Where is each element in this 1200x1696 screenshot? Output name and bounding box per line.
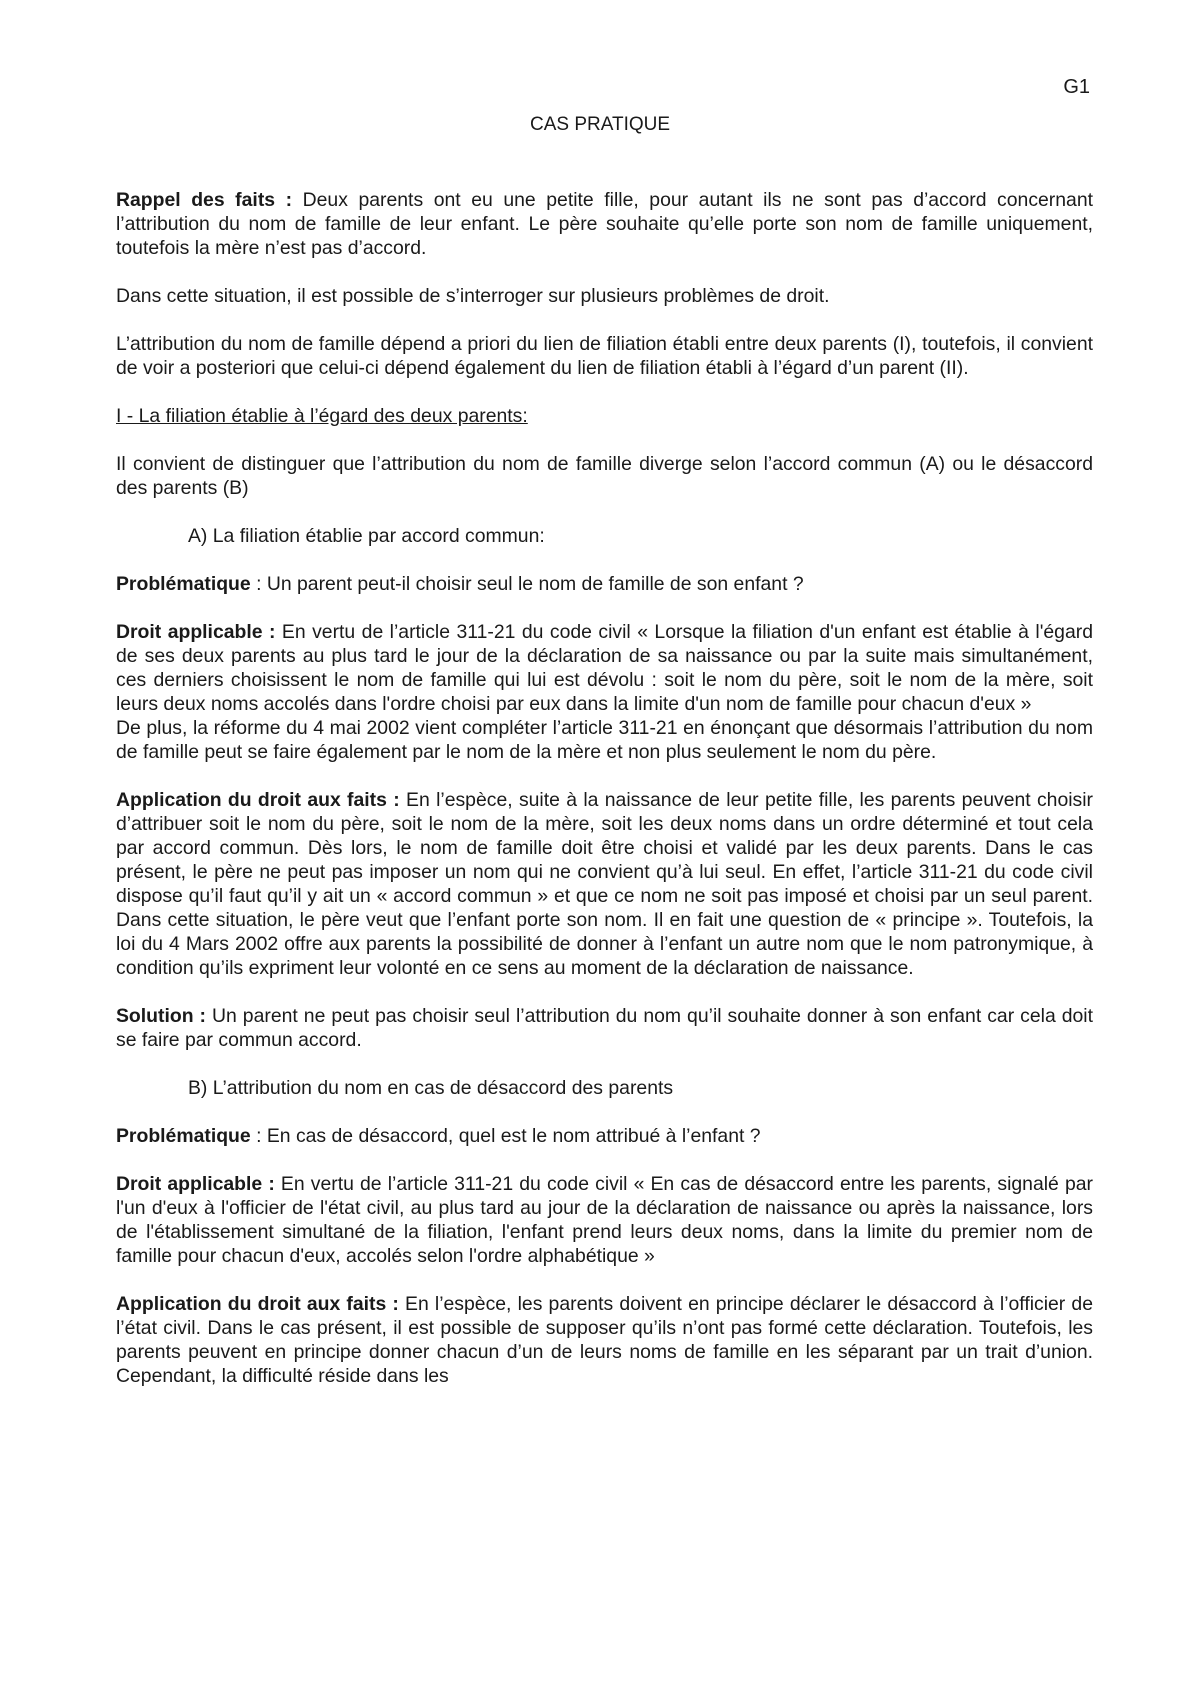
- paragraph-problematique-a: [116, 572, 1093, 596]
- paragraph-section-intro: [116, 452, 1093, 500]
- paragraph-text: Il convient de distinguer que l’attribution du nom de famille diverge selon l’accord commun (A) ou le désaccord des parents (B): [116, 453, 1093, 499]
- subheading-text: B) L’attribution du nom en cas de désaccord des parents: [188, 1077, 674, 1099]
- document-title: CAS PRATIQUE: [529, 114, 671, 135]
- paragraph-label: Application du droit aux faits :: [116, 789, 400, 811]
- paragraph-text: De plus, la réforme du 4 mai 2002 vient compléter l’article 311-21 en énonçant que désormais l’attribution du nom de famille peut se faire également par le nom de la mère et non plus seulement le nom du père.: [116, 717, 1093, 763]
- paragraph-application-a: [116, 788, 1093, 980]
- paragraph-solution-a: [116, 1004, 1093, 1052]
- paragraph-label: Problématique: [116, 1125, 251, 1147]
- paragraph-text: En l’espèce, suite à la naissance de leur petite fille, les parents peuvent choisir d’attribuer soit le nom du père, soit le nom de la mère, soit les deux noms dans un ordre déterminé et tout cela par accord commun. Dès lors, le nom de famille doit être choisi et validé par les deux parents. Dans le cas présent, le père ne peut pas imposer un nom qui ne convient qu’à lui seul. En effet, l’article 311-21 du code civil dispose qu’il faut qu’il y ait un « accord commun » et que ce nom ne soit pas imposé et choisi par un seul parent. Dans cette situation, le père veut que l’enfant porte son nom. Il en fait une question de « principe ». Toutefois, la loi du 4 Mars 2002 offre aux parents la possibilité de donner à l’enfant un autre nom que le nom patronymique, à condition qu’ils expriment leur volonté en ce sens au moment de la déclaration de naissance.: [116, 789, 1094, 979]
- paragraph-label: Solution :: [116, 1005, 207, 1027]
- paragraph-text: : Un parent peut-il choisir seul le nom de famille de son enfant ?: [250, 573, 804, 595]
- paragraph-problematique-b: [116, 1124, 1093, 1148]
- paragraph-label: Droit applicable :: [116, 621, 276, 643]
- paragraph-text: En vertu de l’article 311-21 du code civil « En cas de désaccord entre les parents, signalé par l'un d'eux à l'officier de l'état civil, au plus tard au jour de la déclaration de naissance ou après la naissance, lors de l'établissement simultané de la filiation, l'enfant prend leurs deux noms, dans la limite du premier nom de famille pour chacun d'eux, accolés selon l'ordre alphabétique »: [116, 1173, 1093, 1267]
- paragraph-problems: [116, 284, 1093, 308]
- subheading-a: [116, 524, 1093, 548]
- paragraph-label: Problématique: [116, 573, 251, 595]
- paragraph-facts: [116, 188, 1093, 260]
- page-identifier: G1: [1063, 76, 1090, 98]
- paragraph-text: Un parent ne peut pas choisir seul l’attribution du nom qu’il souhaite donner à son enfant car cela doit se faire par commun accord.: [116, 1005, 1094, 1051]
- paragraph-droit-applicable-b: [116, 1172, 1093, 1268]
- heading-text: I - La filiation établie à l’égard des deux parents:: [116, 405, 528, 427]
- paragraph-label: Application du droit aux faits :: [116, 1293, 399, 1315]
- paragraph-text: En l’espèce, les parents doivent en principe déclarer le désaccord à l’officier de l’état civil. Dans le cas présent, il est possible de supposer qu’ils n’ont pas formé cette déclaration. Toutefois, les parents peuvent en principe donner chacun d’un de leurs noms de famille en les séparant par un trait d’union. Cependant, la difficulté réside dans les: [116, 1293, 1093, 1387]
- section-heading-i: [116, 404, 1093, 428]
- paragraph-label: Rappel des faits :: [116, 189, 293, 211]
- document-body: [116, 188, 1093, 1412]
- paragraph-label: Droit applicable :: [116, 1173, 275, 1195]
- paragraph-droit-applicable-a: [116, 620, 1093, 716]
- subheading-b: [116, 1076, 1093, 1100]
- paragraph-text: L’attribution du nom de famille dépend a priori du lien de filiation établi entre deux parents (I), toutefois, il convient de voir a posteriori que celui-ci dépend également du lien de filiation établi à l’égard d’un parent (II).: [116, 333, 1093, 379]
- paragraph-text: Dans cette situation, il est possible de s’interroger sur plusieurs problèmes de droit.: [116, 285, 830, 307]
- paragraph-application-b: [116, 1292, 1093, 1388]
- paragraph-text: En vertu de l’article 311-21 du code civil « Lorsque la filiation d'un enfant est établie à l'égard de ses deux parents au plus tard le jour de la déclaration de sa naissance ou par la suite mais simultanément, ces derniers choisissent le nom de famille qui lui est dévolu : soit le nom du père, soit le nom de la mère, soit leurs deux noms accolés dans l'ordre choisi par eux dans la limite d'un nom de famille pour chacun d'eux »: [116, 621, 1093, 715]
- paragraph-plan: [116, 332, 1093, 380]
- paragraph-text: : En cas de désaccord, quel est le nom attribué à l’enfant ?: [250, 1125, 761, 1147]
- paragraph-text: Deux parents ont eu une petite fille, pour autant ils ne sont pas d’accord concernant l’attribution du nom de famille de leur enfant. Le père souhaite qu’elle porte son nom de famille uniquement, toutefois la mère n’est pas d’accord.: [116, 189, 1093, 259]
- paragraph-reforme: [116, 716, 1093, 764]
- subheading-text: A) La filiation établie par accord commun:: [188, 525, 545, 547]
